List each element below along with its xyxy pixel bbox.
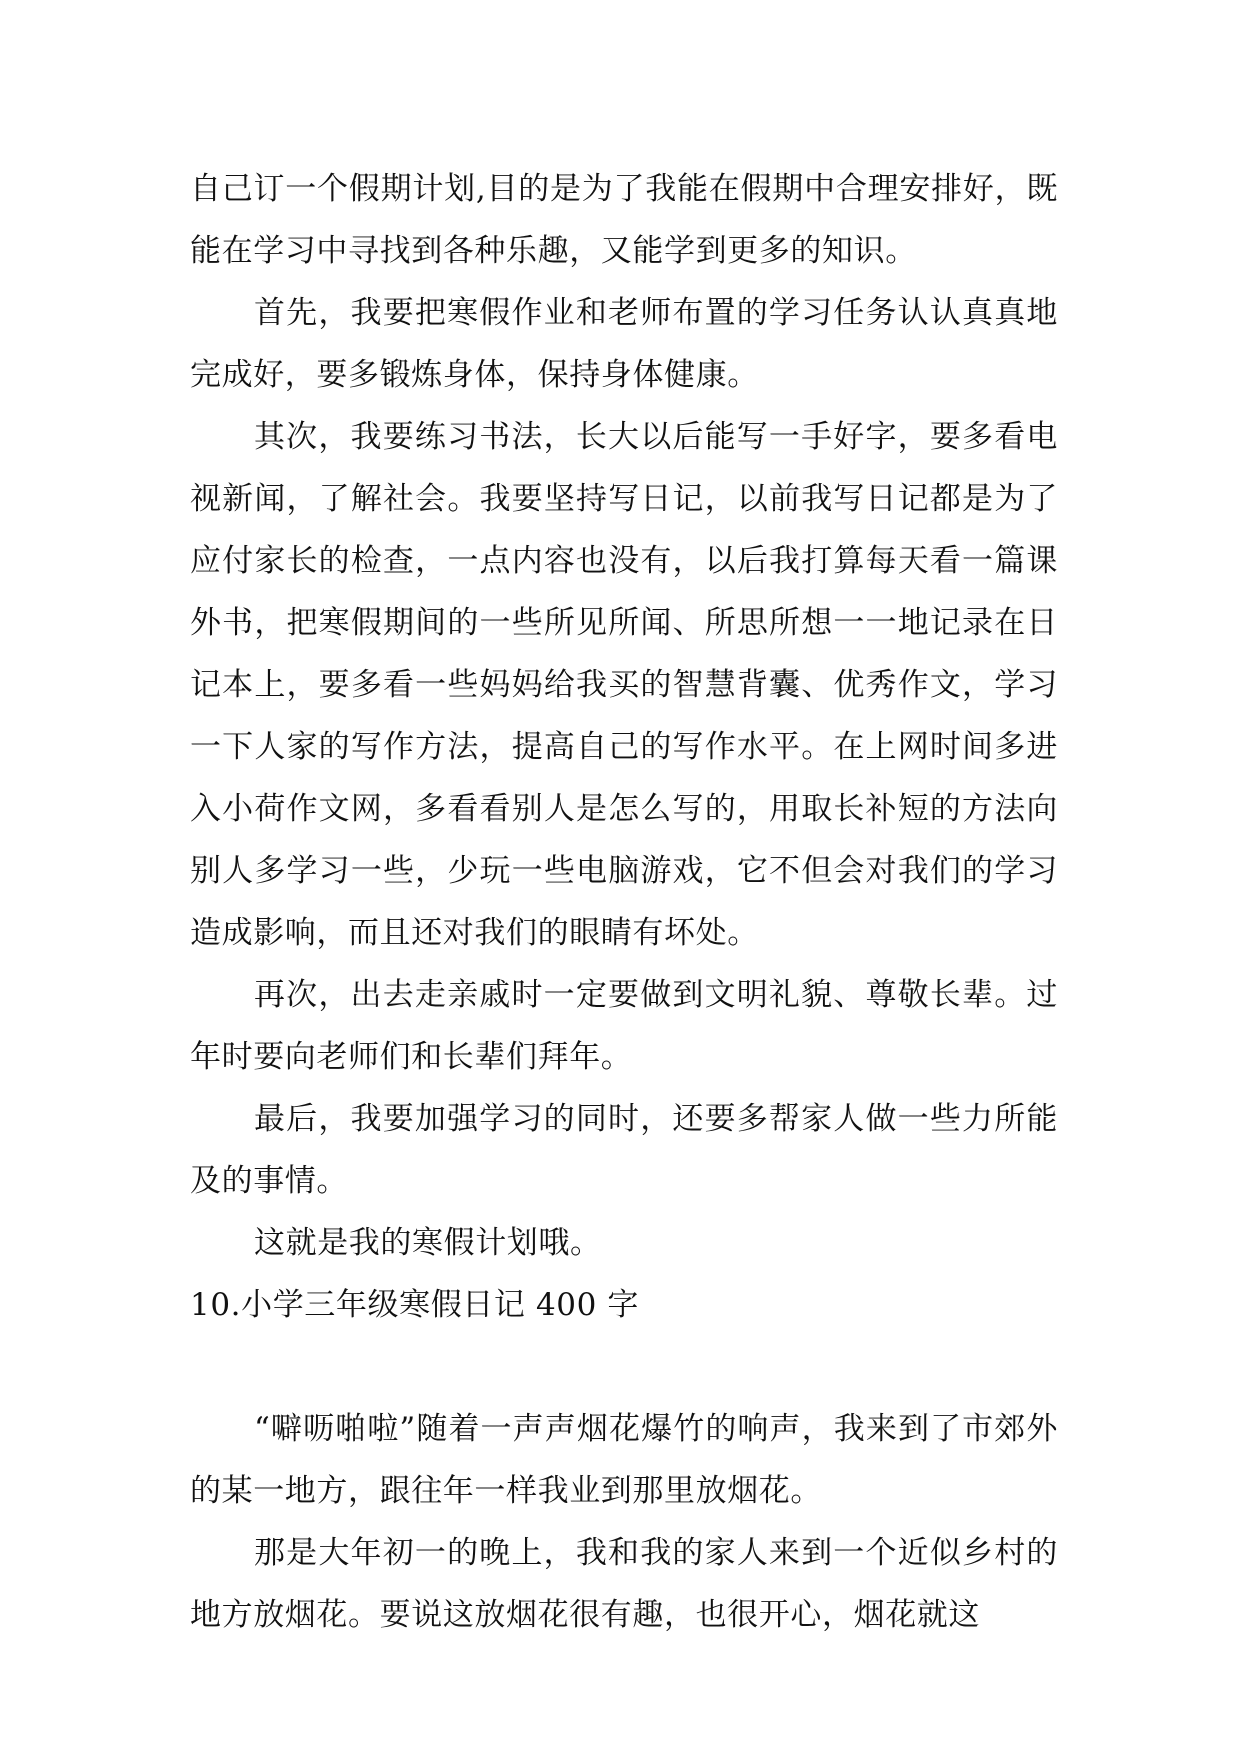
paragraph-last: 最后，我要加强学习的同时，还要多帮家人做一些力所能及的事情。	[190, 1101, 1058, 1199]
paragraph-diary-fireworks: 那是大年初一的晚上，我和我的家人来到一个近似乡村的地方放烟花。要说这放烟花很有趣，也很开心，烟花就这	[190, 1535, 1058, 1633]
paragraph-plan-intro: 自己订一个假期计划,目的是为了我能在假期中合理安排好，既能在学习中寻找到各种乐趣，又能学到更多的知识。	[190, 171, 1058, 269]
blank-line	[190, 1336, 1058, 1398]
paragraph-second: 其次，我要练习书法，长大以后能写一手好字，要多看电视新闻，了解社会。我要坚持写日记，以前我写日记都是为了应付家长的检查，一点内容也没有，以后我打算每天看一篇课外书，把寒假期间的一些所见所闻、所思所想一一地记录在日记本上，要多看一些妈妈给我买的智慧背囊、优秀作文，学习一下人家的写作方法，提高自己的写作水平。在上网时间多进入小荷作文网，多看看别人是怎么写的，用取长补短的方法向别人多学习一些，少玩一些电脑游戏，它不但会对我们的学习造成影响，而且还对我们的眼睛有坏处。	[190, 419, 1058, 951]
paragraph-conclusion: 这就是我的寒假计划哦。	[254, 1225, 602, 1261]
paragraph-first: 首先，我要把寒假作业和老师布置的学习任务认认真真地完成好，要多锻炼身体，保持身体健康。	[190, 295, 1058, 393]
document-body	[190, 158, 1058, 1646]
paragraph-diary-opening: “噼呖啪啦”随着一声声烟花爆竹的响声，我来到了市郊外的某一地方，跟往年一样我业到那里放烟花。	[190, 1411, 1058, 1509]
section-heading: 10.小学三年级寒假日记 400 字	[190, 1287, 639, 1323]
paragraph-third: 再次，出去走亲戚时一定要做到文明礼貌、尊敬长辈。过年时要向老师们和长辈们拜年。	[190, 977, 1058, 1075]
